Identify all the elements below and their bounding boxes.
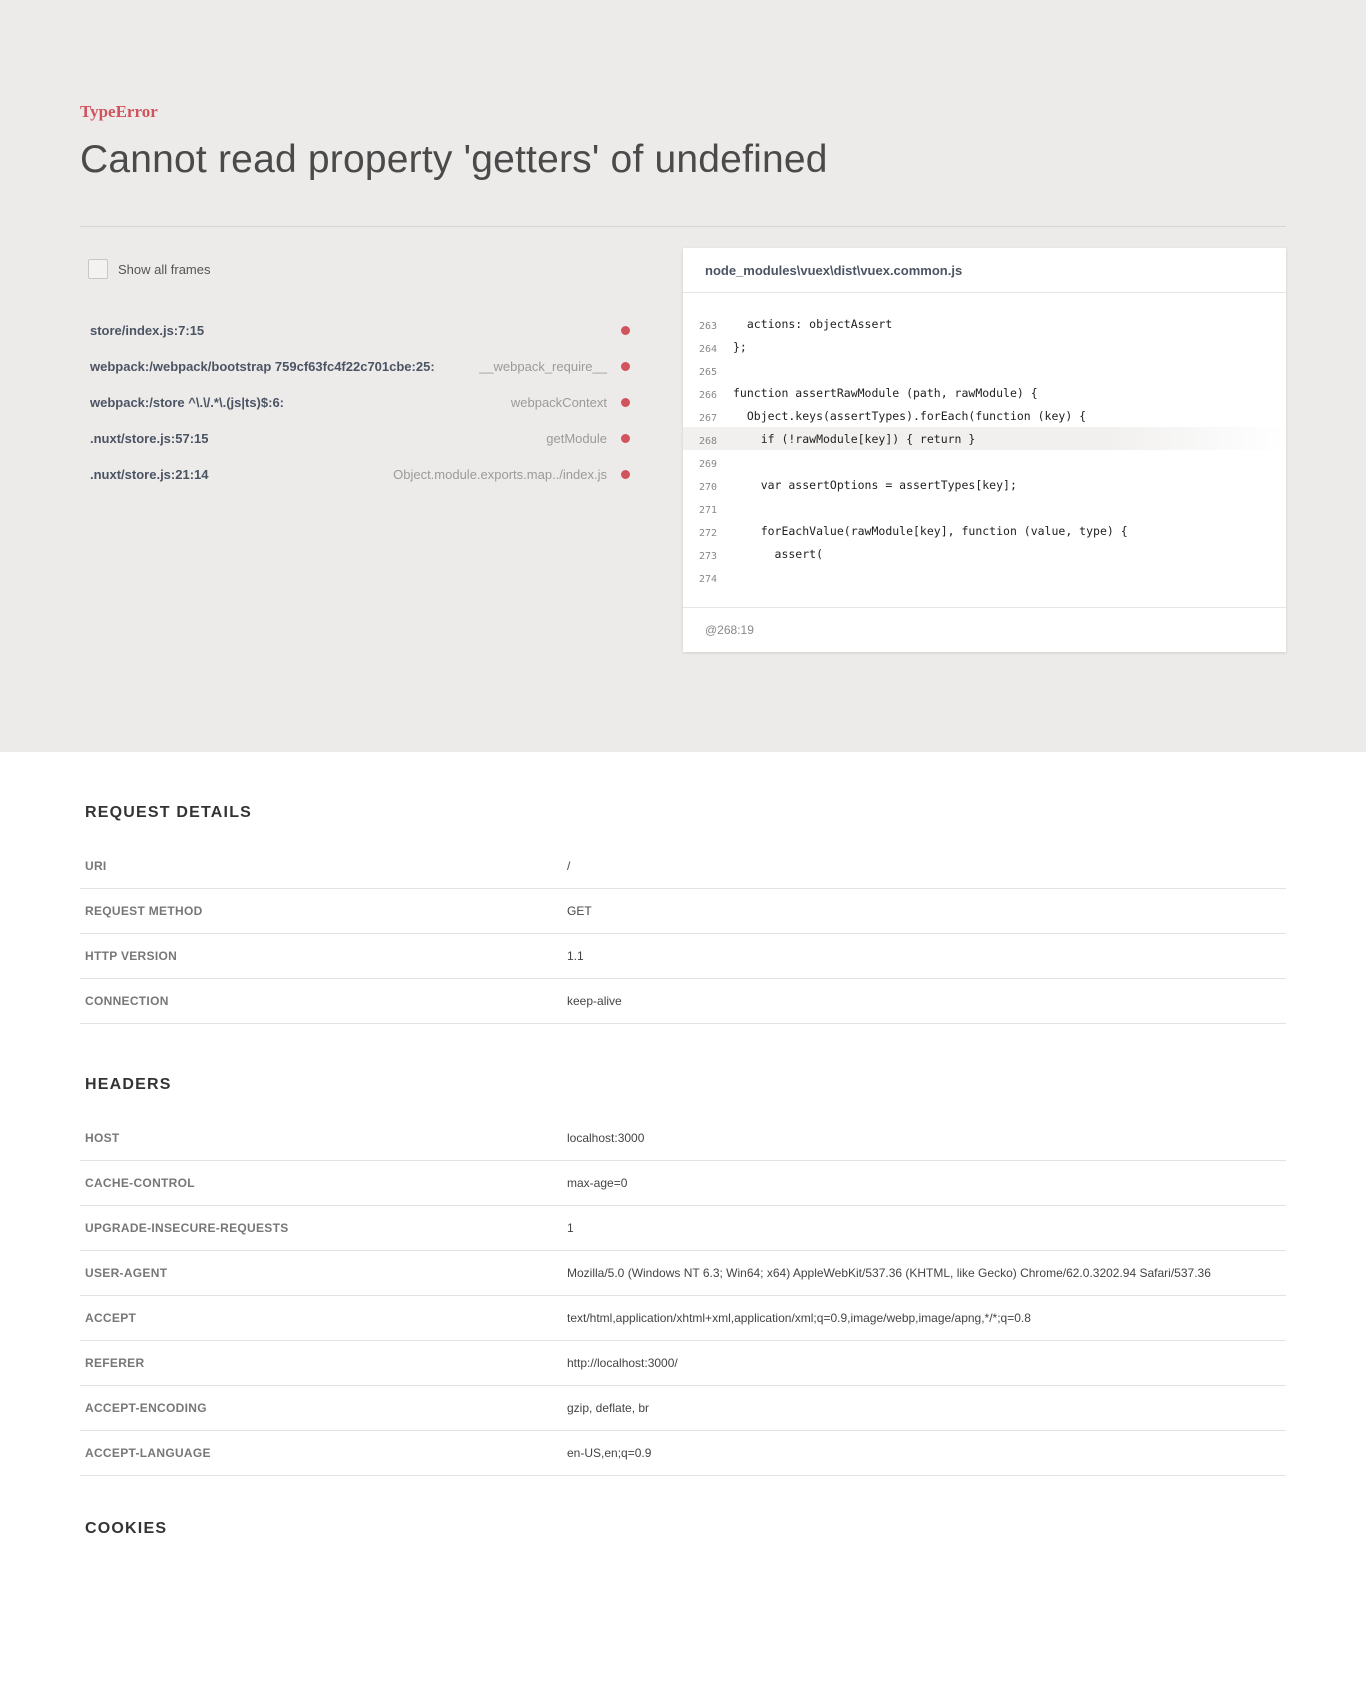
table-row [80, 889, 1286, 934]
frame-file: .nuxt/store.js:21:14 [90, 466, 209, 482]
line-source: forEachValue(rawModule[key], function (value, type) { [733, 523, 1128, 538]
frame-file: webpack:/webpack/bootstrap 759cf63fc4f22c701cbe:25: [90, 358, 435, 374]
row-key: URI [80, 844, 562, 889]
code-line [683, 381, 1286, 404]
table-row [80, 1116, 1286, 1161]
show-all-frames-toggle[interactable] [88, 259, 210, 279]
row-key: UPGRADE-INSECURE-REQUESTS [80, 1206, 562, 1251]
table-row [80, 1296, 1286, 1341]
error-message: Cannot read property 'getters' of undefined [80, 138, 828, 181]
line-number: 263 [698, 321, 718, 332]
row-key: ACCEPT-LANGUAGE [80, 1431, 562, 1476]
row-value: 1 [562, 1206, 1286, 1251]
line-source: var assertOptions = assertTypes[key]; [733, 477, 1017, 492]
code-line [683, 496, 1286, 519]
table-row [80, 979, 1286, 1024]
row-key: HTTP VERSION [80, 934, 562, 979]
show-all-frames-label: Show all frames [118, 261, 211, 277]
table-row [80, 844, 1286, 889]
frame-marker-dot [621, 470, 630, 479]
code-position: @268:19 [683, 607, 1286, 652]
table-row [80, 934, 1286, 979]
cookies-title: COOKIES [85, 1520, 168, 1537]
frame-marker-dot [621, 398, 630, 407]
line-number: 274 [698, 574, 718, 585]
table-row [80, 1206, 1286, 1251]
row-value: en-US,en;q=0.9 [562, 1431, 1286, 1476]
code-line [683, 565, 1286, 588]
code-line [683, 358, 1286, 381]
error-header-area [0, 0, 1366, 752]
code-line [683, 404, 1286, 427]
request-details-table [80, 844, 1286, 1024]
code-file-path: node_modules\vuex\dist\vuex.common.js [683, 248, 1286, 293]
code-line [683, 519, 1286, 542]
line-number: 264 [698, 344, 718, 355]
code-line [683, 335, 1286, 358]
table-row [80, 1161, 1286, 1206]
stack-frame[interactable] [80, 456, 640, 492]
line-source: actions: objectAssert [733, 316, 893, 331]
stack-frame[interactable] [80, 312, 640, 348]
frame-file: webpack:/store ^\.\/.*\.(js|ts)$:6: [90, 394, 285, 410]
frame-file: .nuxt/store.js:57:15 [90, 430, 209, 446]
row-key: ACCEPT-ENCODING [80, 1386, 562, 1431]
frame-function: getModule [546, 430, 607, 446]
code-line-highlighted [683, 427, 1286, 450]
row-value: localhost:3000 [562, 1116, 1286, 1161]
code-preview-panel [683, 248, 1286, 652]
line-number: 268 [698, 436, 718, 447]
line-number: 265 [698, 367, 718, 378]
row-key: HOST [80, 1116, 562, 1161]
code-line [683, 473, 1286, 496]
frame-marker-dot [621, 434, 630, 443]
row-key: CACHE-CONTROL [80, 1161, 562, 1206]
line-number: 272 [698, 528, 718, 539]
row-key: REQUEST METHOD [80, 889, 562, 934]
error-type: TypeError [80, 102, 158, 121]
table-row [80, 1251, 1286, 1296]
frame-marker-dot [621, 326, 630, 335]
stack-frames-list [80, 312, 640, 492]
row-value: http://localhost:3000/ [562, 1341, 1286, 1386]
headers-table [80, 1116, 1286, 1476]
code-line [683, 312, 1286, 335]
row-key: USER-AGENT [80, 1251, 562, 1296]
row-value: text/html,application/xhtml+xml,application/xml;q=0.9,image/webp,image/apng,*/*;q=0.8 [562, 1296, 1286, 1341]
line-number: 266 [698, 390, 718, 401]
frame-function: __webpack_require__ [479, 358, 607, 374]
row-value: Mozilla/5.0 (Windows NT 6.3; Win64; x64) AppleWebKit/537.36 (KHTML, like Gecko) Chrome/62.0.3202.94 Safari/537.36 [562, 1251, 1286, 1296]
table-row [80, 1341, 1286, 1386]
line-source: function assertRawModule (path, rawModule) { [733, 385, 1038, 400]
frame-function: webpackContext [510, 394, 607, 410]
stack-frame[interactable] [80, 384, 640, 420]
row-value: max-age=0 [562, 1161, 1286, 1206]
row-value: / [562, 844, 1286, 889]
line-number: 273 [698, 551, 718, 562]
frame-function: Object.module.exports.map../index.js [393, 466, 607, 482]
code-lines [683, 293, 1286, 588]
table-row [80, 1386, 1286, 1431]
show-all-frames-checkbox[interactable] [88, 259, 108, 279]
row-value: gzip, deflate, br [562, 1386, 1286, 1431]
line-source: }; [733, 339, 747, 354]
line-source: if (!rawModule[key]) { return } [733, 431, 976, 446]
row-value: keep-alive [562, 979, 1286, 1024]
frame-marker-dot [621, 362, 630, 371]
row-key: CONNECTION [80, 979, 562, 1024]
divider [80, 226, 1286, 227]
code-line [683, 542, 1286, 565]
line-source: assert( [733, 546, 824, 561]
row-value: GET [562, 889, 1286, 934]
row-value: 1.1 [562, 934, 1286, 979]
stack-frame[interactable] [80, 348, 640, 384]
stack-frame[interactable] [80, 420, 640, 456]
line-number: 267 [698, 413, 718, 424]
frame-file: store/index.js:7:15 [90, 322, 205, 338]
line-source: Object.keys(assertTypes).forEach(function (key) { [733, 408, 1087, 423]
row-key: ACCEPT [80, 1296, 562, 1341]
request-details-title: REQUEST DETAILS [85, 804, 253, 821]
headers-title: HEADERS [85, 1076, 172, 1093]
line-number: 269 [698, 459, 718, 470]
code-line [683, 450, 1286, 473]
line-number: 271 [698, 505, 718, 516]
row-key: REFERER [80, 1341, 562, 1386]
line-number: 270 [698, 482, 718, 493]
table-row [80, 1431, 1286, 1476]
